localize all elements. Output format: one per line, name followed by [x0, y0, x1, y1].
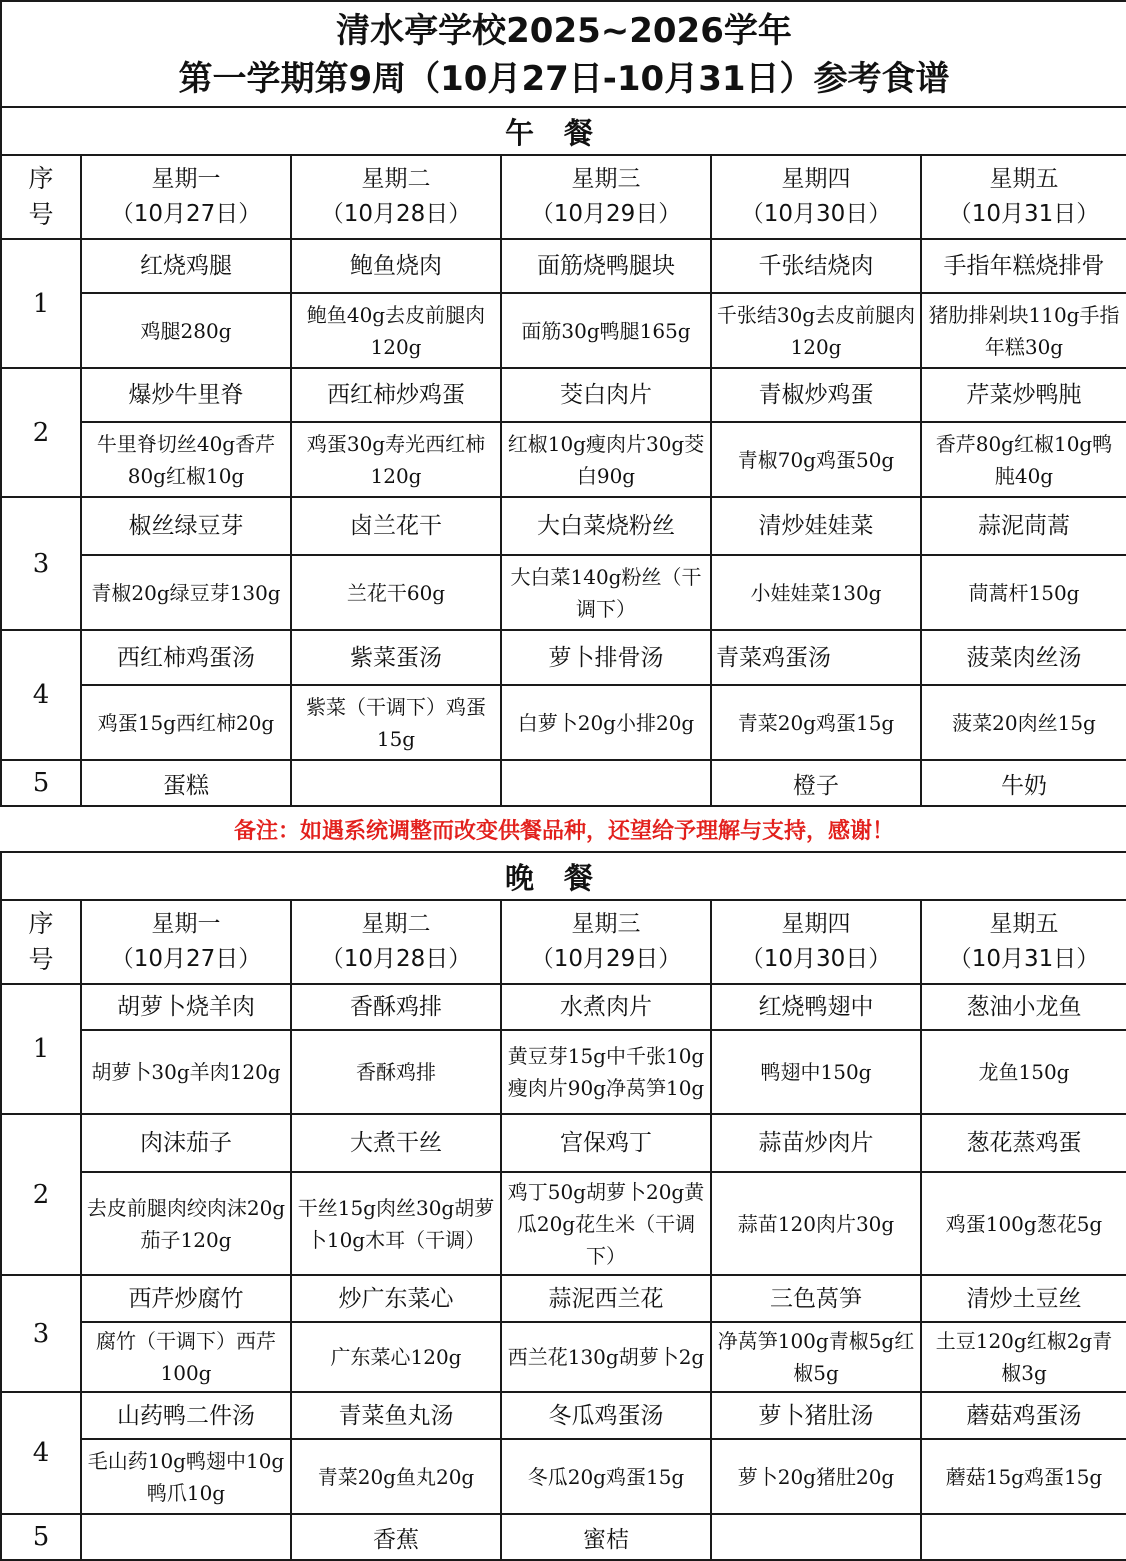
day-header: [501, 900, 711, 984]
dish-ingredients: 鸭翅中150g: [711, 1030, 921, 1114]
dish-ingredients: 青菜20g鸡蛋15g: [711, 685, 921, 760]
dish-ingredients: 香芹80g红椒10g鸭肫40g: [921, 422, 1126, 497]
extra-item: [501, 760, 711, 806]
seq-number: 4: [1, 1392, 81, 1514]
day-name: 星期一: [151, 166, 221, 192]
dish-ingredients: 鸡腿280g: [81, 293, 291, 368]
day-name: 星期三: [571, 911, 641, 937]
dish-ingredients: 蘑菇15g鸡蛋15g: [921, 1439, 1126, 1514]
day-header: [711, 900, 921, 984]
day-name: 星期三: [571, 166, 641, 192]
dish-row: [1, 368, 1126, 422]
dish-row: [1, 984, 1126, 1030]
day-date: （10月30日）: [740, 201, 892, 227]
dish-row: [1, 1392, 1126, 1439]
title-line-1: 清水亭学校2025~2026学年: [336, 11, 792, 51]
dish-name: 青菜鱼丸汤: [291, 1392, 501, 1439]
dish-ingredients: 小娃娃菜130g: [711, 555, 921, 630]
dish-name: 葱花蒸鸡蛋: [921, 1114, 1126, 1172]
dish-ingredients: 紫菜（干调下）鸡蛋15g: [291, 685, 501, 760]
dish-ingredients: 冬瓜20g鸡蛋15g: [501, 1439, 711, 1514]
day-date: （10月31日）: [948, 201, 1100, 227]
dish-name: 炒广东菜心: [291, 1275, 501, 1322]
dish-ingredients: 龙鱼150g: [921, 1030, 1126, 1114]
dish-name: 西红柿炒鸡蛋: [291, 368, 501, 422]
day-header: [291, 900, 501, 984]
dish-ingredients: 腐竹（干调下）西芹100g: [81, 1322, 291, 1392]
dish-name: 爆炒牛里脊: [81, 368, 291, 422]
dish-ingredients: 面筋30g鸭腿165g: [501, 293, 711, 368]
dish-name: 西芹炒腐竹: [81, 1275, 291, 1322]
dish-name: 肉沫茄子: [81, 1114, 291, 1172]
dish-name: 菠菜肉丝汤: [921, 630, 1126, 685]
day-name: 星期四: [781, 911, 851, 937]
menu-title: [1, 1, 1126, 107]
lunch-header-row: [1, 155, 1126, 239]
day-header: [291, 155, 501, 239]
dish-ingredients: 土豆120g红椒2g青椒3g: [921, 1322, 1126, 1392]
day-header: [921, 155, 1126, 239]
dish-ingredients: 广东菜心120g: [291, 1322, 501, 1392]
dish-name: 山药鸭二件汤: [81, 1392, 291, 1439]
day-date: （10月27日）: [110, 946, 262, 972]
dish-ingredients: 兰花干60g: [291, 555, 501, 630]
dish-name: 清炒土豆丝: [921, 1275, 1126, 1322]
day-date: （10月27日）: [110, 201, 262, 227]
dish-row: [1, 239, 1126, 293]
day-date: （10月31日）: [948, 946, 1100, 972]
lunch-label: 午餐: [1, 107, 1126, 155]
extra-item: [291, 760, 501, 806]
dish-ingredients: 干丝15g肉丝30g胡萝卜10g木耳（干调）: [291, 1172, 501, 1275]
dish-ingredients: 猪肋排剁块110g手指年糕30g: [921, 293, 1126, 368]
ingredient-row: [1, 1030, 1126, 1114]
dish-ingredients: 香酥鸡排: [291, 1030, 501, 1114]
dish-name: 清炒娃娃菜: [711, 497, 921, 555]
dish-name: 宫保鸡丁: [501, 1114, 711, 1172]
dish-ingredients: 青椒70g鸡蛋50g: [711, 422, 921, 497]
dish-name: 西红柿鸡蛋汤: [81, 630, 291, 685]
dish-ingredients: 鸡丁50g胡萝卜20g黄瓜20g花生米（干调下）: [501, 1172, 711, 1275]
dish-name: 红烧鸡腿: [81, 239, 291, 293]
dish-ingredients: 鸡蛋100g葱花5g: [921, 1172, 1126, 1275]
dish-row: [1, 497, 1126, 555]
dish-ingredients: 菠菜20肉丝15g: [921, 685, 1126, 760]
ingredient-row: [1, 555, 1126, 630]
dish-name: 蒜苗炒肉片: [711, 1114, 921, 1172]
lunch-section: [1, 107, 1126, 806]
seq-number: 2: [1, 1114, 81, 1275]
ingredient-row: [1, 422, 1126, 497]
dish-ingredients: 青菜20g鱼丸20g: [291, 1439, 501, 1514]
dish-name: 青椒炒鸡蛋: [711, 368, 921, 422]
seq-number: 5: [1, 760, 81, 806]
dish-name: 鲍鱼烧肉: [291, 239, 501, 293]
seq-number: 2: [1, 368, 81, 497]
dish-name: 萝卜排骨汤: [501, 630, 711, 685]
dish-name: 蒜泥茼蒿: [921, 497, 1126, 555]
dish-name: 椒丝绿豆芽: [81, 497, 291, 555]
extra-item: [921, 1514, 1126, 1560]
dish-name: 大煮干丝: [291, 1114, 501, 1172]
seq-number: 3: [1, 1275, 81, 1392]
lunch-label-row: [1, 107, 1126, 155]
seq-number: 4: [1, 630, 81, 760]
note-text: 备注：如遇系统调整而改变供餐品种，还望给予理解与支持，感谢！: [1, 806, 1126, 852]
note-row: [1, 806, 1126, 852]
extra-item: 香蕉: [291, 1514, 501, 1560]
seq-number: 3: [1, 497, 81, 630]
dish-name: 红烧鸭翅中: [711, 984, 921, 1030]
dish-name: 大白菜烧粉丝: [501, 497, 711, 555]
dinner-label-row: [1, 852, 1126, 900]
dinner-section: [1, 852, 1126, 1560]
dish-name: 三色莴笋: [711, 1275, 921, 1322]
seq-header: 序 号: [1, 155, 81, 239]
day-name: 星期二: [361, 911, 431, 937]
extra-item: 牛奶: [921, 760, 1126, 806]
dish-name: 芹菜炒鸭肫: [921, 368, 1126, 422]
dish-ingredients: 萝卜20g猪肚20g: [711, 1439, 921, 1514]
dish-ingredients: 千张结30g去皮前腿肉120g: [711, 293, 921, 368]
day-date: （10月29日）: [530, 946, 682, 972]
dish-row: [1, 1114, 1126, 1172]
extra-item: 蜜桔: [501, 1514, 711, 1560]
extra-item: 蛋糕: [81, 760, 291, 806]
dish-row: [1, 1275, 1126, 1322]
dish-ingredients: 西兰花130g胡萝卜2g: [501, 1322, 711, 1392]
day-header: [81, 155, 291, 239]
ingredient-row: [1, 685, 1126, 760]
day-name: 星期一: [151, 911, 221, 937]
dish-name: 水煮肉片: [501, 984, 711, 1030]
dish-ingredients: 蒜苗120肉片30g: [711, 1172, 921, 1275]
dish-name: 萝卜猪肚汤: [711, 1392, 921, 1439]
extra-row: [1, 760, 1126, 806]
day-date: （10月28日）: [320, 201, 472, 227]
extra-row: [1, 1514, 1126, 1560]
title-line-2: 第一学期第9周（10月27日-10月31日）参考食谱: [178, 59, 950, 99]
day-date: （10月29日）: [530, 201, 682, 227]
dish-name: 香酥鸡排: [291, 984, 501, 1030]
dish-name: 茭白肉片: [501, 368, 711, 422]
dish-name: 蒜泥西兰花: [501, 1275, 711, 1322]
dish-ingredients: 黄豆芽15g中千张10g瘦肉片90g净莴笋10g: [501, 1030, 711, 1114]
ingredient-row: [1, 1322, 1126, 1392]
dish-ingredients: 鲍鱼40g去皮前腿肉120g: [291, 293, 501, 368]
dish-ingredients: 青椒20g绿豆芽130g: [81, 555, 291, 630]
extra-item: [711, 1514, 921, 1560]
day-name: 星期五: [989, 166, 1059, 192]
dish-ingredients: 去皮前腿肉绞肉沫20g茄子120g: [81, 1172, 291, 1275]
seq-number: 5: [1, 1514, 81, 1560]
dish-ingredients: 白萝卜20g小排20g: [501, 685, 711, 760]
extra-item: 橙子: [711, 760, 921, 806]
day-header: [711, 155, 921, 239]
seq-header: 序 号: [1, 900, 81, 984]
day-name: 星期二: [361, 166, 431, 192]
dish-ingredients: 毛山药10g鸭翅中10g鸭爪10g: [81, 1439, 291, 1514]
title-row: [1, 1, 1126, 107]
dish-row: [1, 630, 1126, 685]
dish-name: 蘑菇鸡蛋汤: [921, 1392, 1126, 1439]
dish-name: 紫菜蛋汤: [291, 630, 501, 685]
ingredient-row: [1, 1439, 1126, 1514]
dish-name: 葱油小龙鱼: [921, 984, 1126, 1030]
day-name: 星期五: [989, 911, 1059, 937]
dish-name: 青菜鸡蛋汤: [711, 630, 921, 685]
day-header: [81, 900, 291, 984]
day-name: 星期四: [781, 166, 851, 192]
dish-name: 手指年糕烧排骨: [921, 239, 1126, 293]
extra-item: [81, 1514, 291, 1560]
seq-number: 1: [1, 984, 81, 1114]
dish-name: 胡萝卜烧羊肉: [81, 984, 291, 1030]
dish-ingredients: 大白菜140g粉丝（干调下）: [501, 555, 711, 630]
day-date: （10月28日）: [320, 946, 472, 972]
dish-name: 卤兰花干: [291, 497, 501, 555]
seq-number: 1: [1, 239, 81, 368]
day-header: [921, 900, 1126, 984]
day-date: （10月30日）: [740, 946, 892, 972]
ingredient-row: [1, 293, 1126, 368]
dish-ingredients: 红椒10g瘦肉片30g茭白90g: [501, 422, 711, 497]
dish-ingredients: 胡萝卜30g羊肉120g: [81, 1030, 291, 1114]
dish-ingredients: 牛里脊切丝40g香芹80g红椒10g: [81, 422, 291, 497]
dish-name: 千张结烧肉: [711, 239, 921, 293]
dish-ingredients: 净莴笋100g青椒5g红椒5g: [711, 1322, 921, 1392]
dish-ingredients: 鸡蛋30g寿光西红柿120g: [291, 422, 501, 497]
dish-name: 面筋烧鸭腿块: [501, 239, 711, 293]
dish-ingredients: 茼蒿杆150g: [921, 555, 1126, 630]
dinner-header-row: [1, 900, 1126, 984]
day-header: [501, 155, 711, 239]
ingredient-row: [1, 1172, 1126, 1275]
dish-name: 冬瓜鸡蛋汤: [501, 1392, 711, 1439]
dinner-label: 晚餐: [1, 852, 1126, 900]
dish-ingredients: 鸡蛋15g西红柿20g: [81, 685, 291, 760]
